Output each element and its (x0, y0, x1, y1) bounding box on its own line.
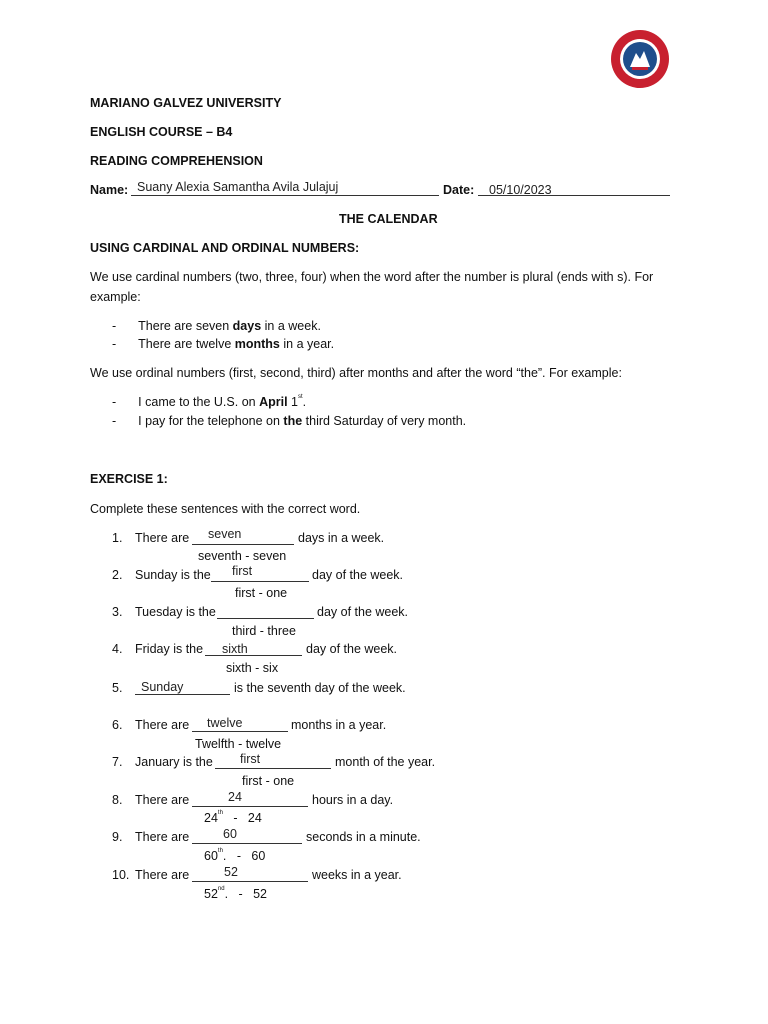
exercise-item-rest: seconds in a minute. (306, 830, 421, 844)
answer-blank[interactable] (192, 867, 308, 882)
answer-value: 60 (223, 827, 237, 841)
answer-options: Twelfth - twelve (195, 737, 282, 751)
option-cardinal: 60 (251, 849, 266, 863)
exercise-item-number: 3. (112, 605, 123, 619)
ordinal-ex1-sup: st (298, 394, 303, 400)
answer-value: seven (208, 527, 242, 541)
cardinal-intro-line2: example: (90, 290, 141, 304)
option-ordinal: 52 (204, 887, 218, 901)
exercise-item-prompt: Tuesday is the (135, 605, 216, 619)
exercise-item-number: 6. (112, 718, 123, 732)
exercise-item-rest: day of the week. (306, 642, 398, 656)
name-field-value: Suany Alexia Samantha Avila Julajuj (137, 180, 339, 194)
cardinal-ex2-bold: months (234, 337, 280, 351)
option-cardinal: 52 (253, 887, 267, 901)
answer-options: 60th. - 60 (204, 848, 266, 863)
exercise-instruction: Complete these sentences with the correct word. (90, 502, 361, 516)
course-name: ENGLISH COURSE – B4 (90, 125, 233, 139)
answer-value: sixth (222, 642, 248, 656)
exercise-title: EXERCISE 1: (90, 472, 168, 486)
exercise-item-prompt: There are (135, 868, 190, 882)
cardinal-ex2-text: There are twelve (138, 337, 235, 351)
cardinal-ex1-text: There are seven (138, 319, 233, 333)
section-name: READING COMPREHENSION (90, 154, 263, 168)
cardinal-example-1 (112, 318, 321, 334)
date-field-value: 05/10/2023 (489, 183, 552, 197)
exercise-item-number: 8. (112, 793, 123, 807)
exercise-item-number: 7. (112, 755, 123, 769)
exercise-item-number: 5. (112, 681, 123, 695)
exercise-item-prompt: Sunday is the (135, 568, 211, 582)
cardinal-intro-line1: We use cardinal numbers (two, three, four) when the word after the number is plural (ends with s). For (90, 270, 654, 284)
answer-blank[interactable] (215, 754, 331, 769)
bullet-dash: - (112, 414, 117, 428)
ordinal-ex2-end: third Saturday of very month. (302, 414, 467, 428)
option-ordinal: 60 (204, 849, 218, 863)
answer-options: third - three (232, 624, 296, 638)
section-subtitle: USING CARDINAL AND ORDINAL NUMBERS: (90, 241, 360, 255)
ordinal-ex2-bold: the (283, 414, 303, 428)
answer-blank[interactable] (211, 567, 309, 582)
exercise-item-prompt: There are (135, 793, 190, 807)
option-dot: . (222, 849, 227, 863)
exercise-item-prompt: There are (135, 830, 190, 844)
bullet-dash: - (112, 337, 117, 351)
option-cardinal: 24 (247, 811, 262, 825)
answer-options: first - one (235, 586, 288, 600)
answer-blank[interactable] (192, 792, 308, 807)
answer-options: seventh - seven (198, 549, 287, 563)
bullet-dash: - (112, 395, 117, 409)
ordinal-ex2-text: I pay for the telephone on (138, 414, 284, 428)
answer-value: twelve (207, 716, 243, 730)
answer-blank[interactable] (205, 641, 302, 656)
option-dot: . (224, 887, 229, 901)
answer-value: first (240, 752, 261, 766)
exercise-item-rest: days in a week. (298, 531, 385, 545)
exercise-item-number: 2. (112, 568, 123, 582)
cardinal-example-2 (112, 336, 334, 352)
exercise-item-rest: day of the week. (312, 568, 404, 582)
answer-options: first - one (242, 774, 295, 788)
exercise-item-prompt: Friday is the (135, 642, 204, 656)
ordinal-intro: We use ordinal numbers (first, second, third) after months and after the word “the”. For example: (90, 366, 622, 380)
exercise-item-prompt: January is the (135, 755, 213, 769)
answer-options: 52nd. - 52 (204, 886, 267, 901)
option-ordinal-suffix: nd (217, 886, 225, 892)
exercise-item-prompt: There are (135, 718, 190, 732)
exercise-item-number: 10. (112, 868, 130, 882)
answer-blank[interactable] (217, 604, 314, 619)
cardinal-ex2-end: in a year. (279, 337, 335, 351)
ordinal-example-1 (112, 394, 306, 410)
ordinal-ex1-num: 1 (287, 395, 298, 409)
name-label: Name: (90, 183, 129, 197)
cardinal-ex1-bold: days (232, 319, 262, 333)
exercise-item-rest: hours in a day. (312, 793, 394, 807)
exercise-item-rest: day of the week. (317, 605, 409, 619)
exercise-item-rest: month of the year. (335, 755, 436, 769)
answer-value: 24 (228, 790, 242, 804)
answer-options: sixth - six (226, 661, 279, 675)
answer-value: first (232, 564, 253, 578)
exercise-item-number: 9. (112, 830, 123, 844)
page-title: THE CALENDAR (339, 212, 438, 226)
bullet-dash: - (112, 319, 117, 333)
answer-value: Sunday (141, 680, 184, 694)
answer-options: 24th - 24 (204, 810, 262, 825)
cardinal-ex1-end: in a week. (261, 319, 321, 333)
exercise-item-rest: weeks in a year. (312, 868, 402, 882)
ordinal-ex1-bold: April (259, 395, 288, 409)
university-seal-logo (610, 29, 670, 89)
ordinal-ex1-text: I came to the U.S. on (138, 395, 260, 409)
exercise-item-prompt: There are (135, 531, 190, 545)
answer-value: 52 (224, 865, 238, 879)
ordinal-example-2 (112, 413, 466, 429)
exercise-item-rest: months in a year. (291, 718, 387, 732)
university-name: MARIANO GALVEZ UNIVERSITY (90, 96, 282, 110)
ordinal-ex1-end: . (302, 395, 307, 409)
date-label: Date: (443, 183, 475, 197)
option-ordinal-suffix: th (217, 810, 223, 816)
option-ordinal-suffix: th (217, 848, 223, 854)
answer-blank[interactable] (192, 829, 302, 844)
exercise-item-number: 1. (112, 531, 123, 545)
exercise-item-number: 4. (112, 642, 123, 656)
option-ordinal: 24 (204, 811, 218, 825)
exercise-item-rest: is the seventh day of the week. (234, 681, 406, 695)
